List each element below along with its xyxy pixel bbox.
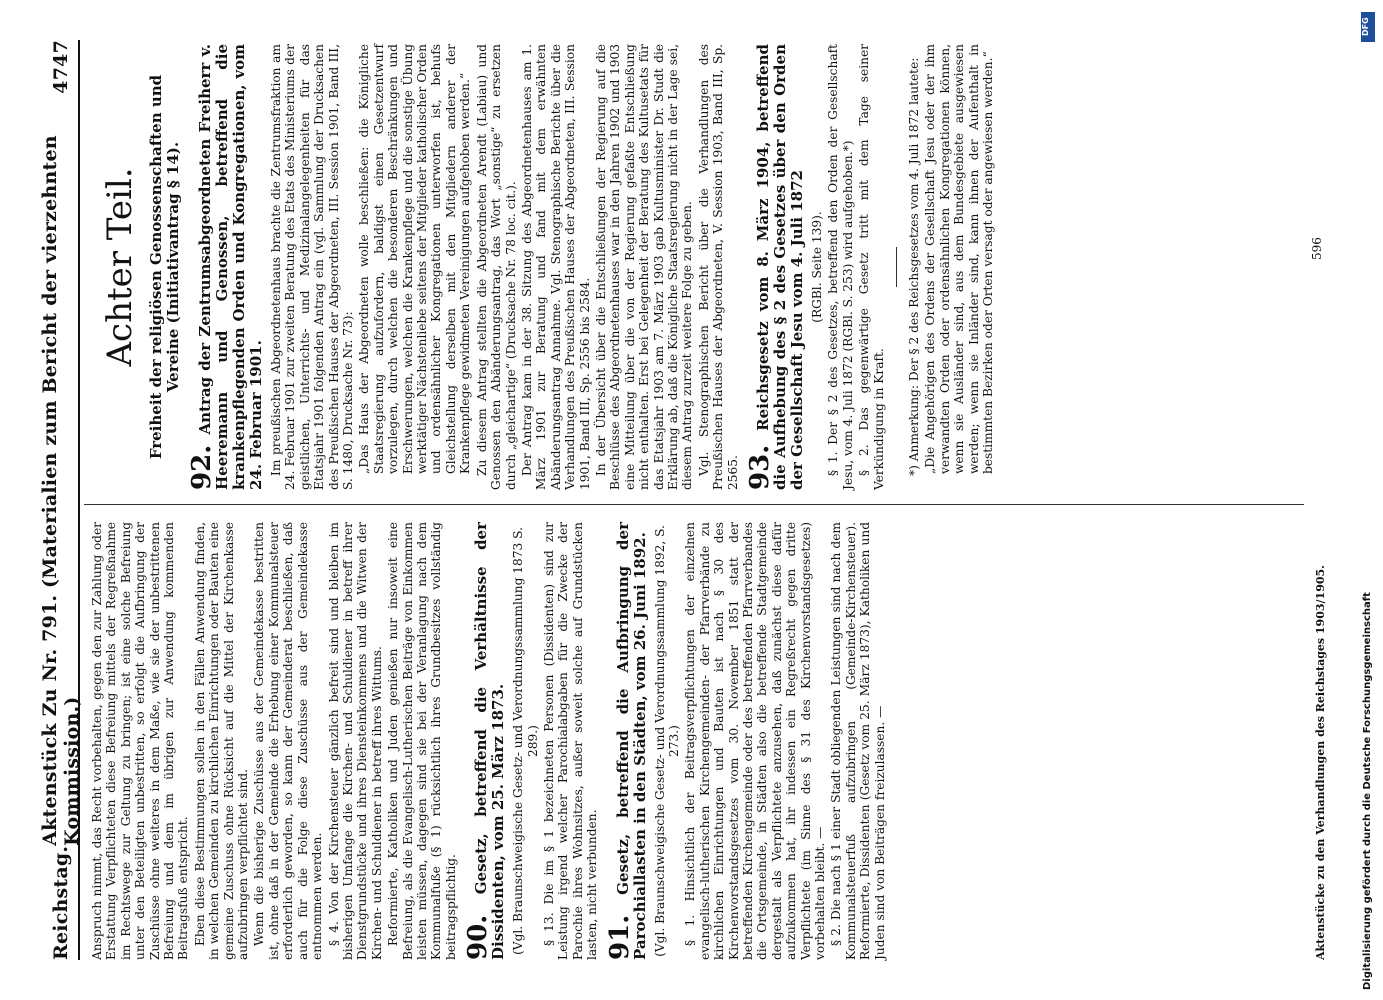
dfg-logo: DFG <box>1361 12 1375 42</box>
paragraph: Eben diese Bestimmungen sollen in den Fällen Anwendung finden, in welchen Gemeinden zu kirchlichen Einrichtungen oder Bauten eine gemeine Zuschuss ohne Rücksicht auf die Mittel der Kirchenkasse aufzubringen verpflichtet sind. <box>192 522 251 960</box>
footnote-quotation: „Die Angehörigen des Ordens der Gesellschaft Jesu oder der ihm verwandten Orden oder ordensähnlichen Kongregationen können, wenn sie Ausländer sind, aus dem Bundesgebiete ausgewiesen werden; wenn sie Inländer sind, kann ihnen der Aufenthalt in bestimmten Bezirken oder Orten versagt oder angewiesen werden.“ <box>923 44 996 474</box>
section-title: Antrag der Zentrumsabgeordneten Freiherr v. Heeremann und Genossen, betreffend die krankenpflegenden Orden und Kongregationen, vom 24. Februar 1901. <box>196 44 265 490</box>
paragraph: § 4. Von der Kirchensteuer gänzlich befreit sind und bleiben im bisherigen Umfange die Kirchen- und Schuldiener in betreff ihrer Dienstgrundstücke und ihres Diensteinkommens und die Witwen der Kirchen- und Schuldiener in betreff ihres Wittums. <box>326 522 384 960</box>
paragraph: Reformierte, Katholiken und Juden genießen nur insoweit eine Befreiung, als die Evangelisch-Lutherischen Beiträge von Einkommen leisten müssen, dagegen sind sie bei der Veranlagung nach dem Kommunalfuße (§ 1) rücksichtlich ihres Grundbesitzes vollständig beitragspflichtig. <box>386 522 458 960</box>
section-number: 90. <box>463 914 494 960</box>
page-header <box>39 40 83 960</box>
sidebar-attribution: Digitalisierung gefördert durch die Deutsche Forschungsgemeinschaft <box>1362 592 1373 990</box>
footer-text: Aktenstücke zu den Verhandlungen des Reichstages 1903/1905. <box>1314 565 1327 960</box>
paragraph: § 2. Das gegenwärtige Gesetz tritt mit dem Tage seiner Verkündigung in Kraft. <box>857 44 886 490</box>
document-page <box>39 40 1344 960</box>
section-source: (Vgl. Braunschweigische Gesetz- und Verordnungssammlung 1873 S. 289.) <box>511 527 540 955</box>
part-title: Achter Teil. <box>100 167 140 367</box>
paragraph: Anspruch nimmt, das Recht vorbehalten, gegen den zur Zahlung oder Erstattung Verpflichteten diese Befreiung mittels der Regreßnahme im Rechtswege zur Geltung zu bringen; ist eine solche Befreiung unter den Beteiligten unbestritten, so erfolgt die Aufbringung der Zuschüsse ohne weiteres in dem Maße, wie sie der unbestrittenen Befreiung und dem im übrigen zur Anwendung kommenden Beitragsfuß entspricht. <box>90 522 191 960</box>
section-title: Gesetz, betreffend die Aufbringung der Parochiallasten in den Städten, vom 26. Juni 1892. <box>613 522 649 960</box>
footer-page-number: 596 <box>1310 237 1324 260</box>
paragraph: § 1. Hinsichtlich der Beitragsverpflichtungen der einzelnen evangelisch-lutherischen Kirchengemeinden- der Pfarrverbände zu kirchlichen Einrichtungen und Bauten ist nach § 30 des Kirchenvorstandsgesetzes vom 30. November 1851 statt der betreffenden Kirchengemeinde oder des betreffenden Pfarrverbandes die Ortsgemeinde, in Städten also die betreffende Stadtgemeinde dergestalt als Verpflichtete anzusehen, daß zunächst diese dafür aufzukommen hat, ihr indessen ein Regreßrecht gegen dritte Verpflichtete (im Sinne des § 31 des Kirchenvorstandsgesetzes) vorbehalten bleibt. — <box>683 522 828 960</box>
paragraph: Vgl. Stenographischen Bericht über die Verhandlungen des Preußischen Hauses der Abgeordneten, V. Session 1903, Band III, Sp. 2565. <box>696 44 740 490</box>
paragraph: In der Übersicht über die Entschließungen der Regierung auf die Beschlüsse des Abgeordnetenhauses war in den Jahren 1902 und 1903 eine Mitteilung über die von der Regierung gefaßte Entschließung nicht enthalten. Erst bei Gelegenheit der Beratung des Kultusetats für das Etatsjahr 1903 am 7. März 1903 gab Kultusminister Dr. Studt die Erklärung ab, daß die Königliche Staatsregierung nicht in der Lage sei, diesem Antrag zurzeit weitere Folge zu geben. <box>593 44 695 490</box>
left-column <box>90 522 889 960</box>
paragraph: Im preußischen Abgeordnetenhaus brachte die Zentrumsfraktion am 24. Februar 1901 zur zweiten Beratung des Etats des Ministeriums der geistlichen, Unterrichts- und Medizinalangelegenheiten für das Etatsjahr 1901 folgenden Antrag ein (vgl. Sammlung der Drucksachen des Preußischen Hauses der Abgeordneten, III. Session 1901, Band III, S. 1480, Drucksache Nr. 73): <box>269 44 356 490</box>
quotation: „Das Haus der Abgeordneten wolle beschließen: die Königliche Staatsregierung aufzufordern, baldigst einen Gesetzentwurf vorzulegen, durch welchen die besonderen Beschränkungen und Erschwerungen, welchen die Krankenpflege und die sonstige Übung werktätiger Nächstenliebe seitens der Mitglieder katholischer Orden und ordensähnlicher Kongregationen unterworfen ist, behufs Gleichstellung derselben mit den Mitgliedern anderer der Krankenpflege gewidmeten Vereinigungen aufgehoben werden.“ <box>357 44 473 474</box>
part-subtitle: Freiheit der religiösen Genossenschaften und Vereine (Initiativantrag § 14). <box>147 74 182 460</box>
paragraph: Zu diesem Antrag stellten die Abgeordneten Arendt (Labiau) und Genossen den Abänderungsantrag, das Wort „sonstige“ zu ersetzen durch „gleichartige“ (Drucksache Nr. 78 loc. cit.). <box>474 44 518 490</box>
footnote: *) Anmerkung: Der § 2 des Reichsgesetzes vom 4. Juli 1872 lautete: <box>907 57 922 476</box>
page-footer <box>1314 40 1327 960</box>
section-source: (Vgl. Braunschweigische Gesetz- und Verordnungssammlung 1892, S. 273.) <box>652 525 681 957</box>
header-title: Aktenstück Zu Nr. 791. (Materialien zum Bericht der vierzehnten Kommission.) <box>39 135 83 846</box>
section-title: Reichsgesetz vom 8. März 1904, betreffend die Aufhebung des § 2 des Gesetzes über den Orden der Gesellschaft Jesu vom 4. Juli 1872 <box>754 44 806 490</box>
right-column <box>90 44 997 490</box>
section-source: (RGBl. Seite 139). <box>810 211 824 323</box>
separator-rule <box>896 247 897 287</box>
paragraph: Wenn die bisherige Zuschüsse aus der Gemeindekasse bestritten ist, ohne daß in der Gemeinde die Erhebung einer Kommunalsteuer erforderlich geworden, so kann der Gemeinderat beschließen, daß auch für die Folge diese Zuschüsse aus der Gemeindekasse entnommen werden. <box>252 522 325 960</box>
section-92-heading <box>187 44 265 490</box>
paragraph: § 2. Die nach § 1 einer Stadt obliegenden Leistungen sind nach dem Kommunalsteuerfuß aufzubringen (Gemeinde-Kirchensteuer). Reformierte, Dissidenten (Gesetz vom 25. März 1873), Katholiken und Juden sind von Beiträgen freizulassen. — <box>829 522 887 960</box>
paragraph: § 13. Die im § 1 bezeichneten Personen (Dissidenten) sind zur Leistung irgend welcher Parochialabgaben für die Zwecke der Parochie ihres Wohnsitzes, außer soweit solche auf Grundstücken lasten, nicht verbunden. <box>541 522 600 960</box>
paragraph: Der Antrag kam in der 38. Sitzung des Abgeordnetenhauses am 1. März 1901 zur Beratung und fand mit dem erwähnten Abänderungsantrag Annahme. Vgl. Stenographische Berichte über die Verhandlungen des Preußischen Hauses der Abgeordneten, III. Session 1901, Band III, Sp. 2556 bis 2584. <box>519 44 592 490</box>
section-number: 93. <box>745 444 775 490</box>
header-left: Reichstag. <box>50 845 72 960</box>
section-title: Gesetz, betreffend die Verhältnisse der Dissidenten, vom 25. März 1873. <box>472 521 508 960</box>
column-divider <box>84 504 1304 505</box>
section-91-heading <box>604 522 649 960</box>
section-number: 91. <box>604 914 635 960</box>
section-number: 92. <box>187 444 217 490</box>
paragraph: § 1. Der § 2 des Gesetzes, betreffend den Orden der Gesellschaft Jesu, vom 4. Juli 1872 (RGBl. S. 253) wird aufgehoben.*) <box>826 44 855 490</box>
section-93-heading <box>745 44 806 490</box>
header-page-number: 4747 <box>50 40 72 94</box>
section-90-heading <box>463 521 508 960</box>
